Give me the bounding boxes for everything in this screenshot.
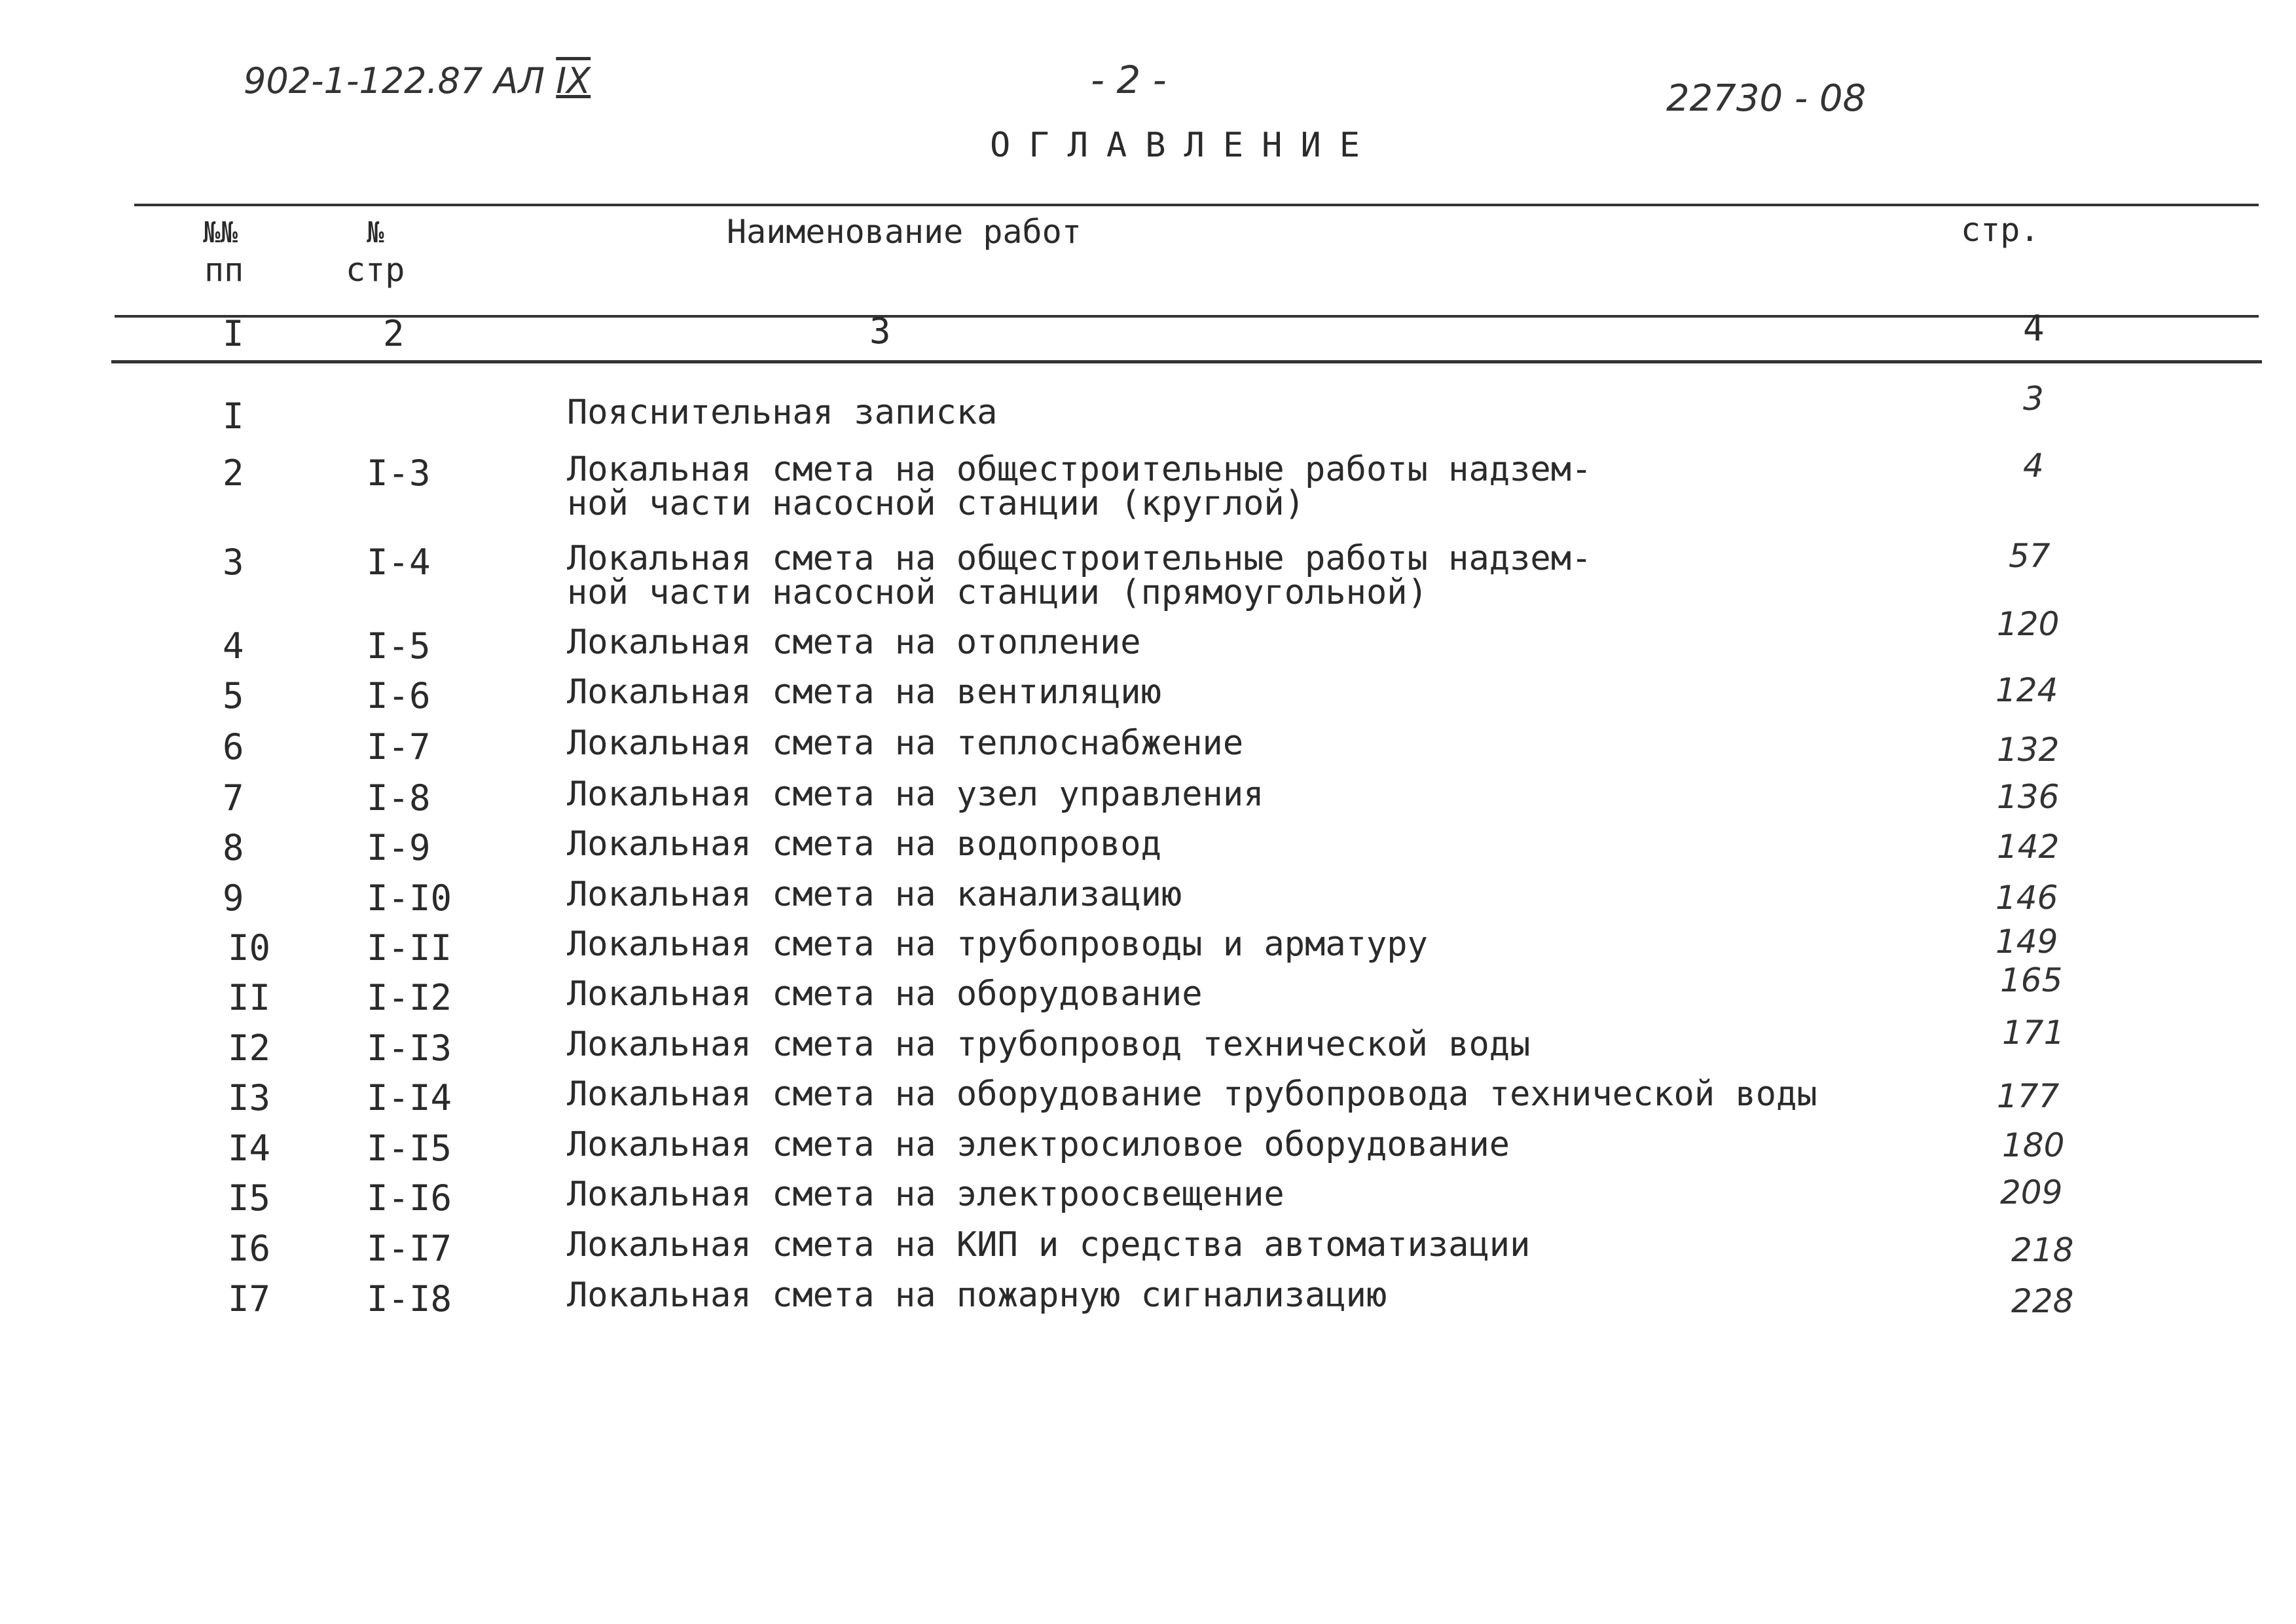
row-number: 9 (223, 877, 244, 919)
row-number: I4 (228, 1128, 271, 1169)
row-page-number: 171 (2002, 1014, 2065, 1052)
row-estimate-code: I-5 (367, 625, 431, 667)
row-estimate-code: I-7 (367, 726, 431, 767)
header-col1-line1: №№ (203, 216, 238, 249)
row-page-number: 228 (2011, 1282, 2074, 1320)
row-number: II (228, 977, 271, 1018)
header-col2-line1: № (367, 216, 384, 249)
row-title-line: ной части насосной станции (прямоугольной) (567, 573, 1428, 612)
row-estimate-code: I-I6 (367, 1177, 452, 1219)
row-estimate-code: I-I7 (367, 1228, 452, 1269)
row-estimate-code: I-I5 (367, 1128, 452, 1169)
row-title-line: Локальная смета на водопровод (567, 824, 1161, 864)
row-title-line: Локальная смета на общестроительные работы надзем- (567, 539, 1592, 578)
row-page-number: 180 (2002, 1126, 2065, 1164)
column-number-4: 4 (2023, 308, 2045, 349)
row-estimate-code: I-I3 (367, 1027, 452, 1069)
document-code-sheet: IX (556, 60, 591, 101)
row-page-number: 57 (2009, 537, 2050, 575)
column-number-1: I (223, 313, 244, 354)
row-estimate-code: I-I8 (367, 1278, 452, 1320)
row-number: 3 (223, 542, 244, 583)
page-number: - 2 - (1091, 58, 1167, 102)
row-title-line: Локальная смета на электросиловое оборудование (567, 1125, 1510, 1164)
row-estimate-code: I-II (367, 927, 452, 969)
row-title-line: Локальная смета на отопление (567, 623, 1141, 662)
row-title-line: Локальная смета на электроосвещение (567, 1175, 1285, 1214)
row-title-line: Локальная смета на пожарную сигнализацию (567, 1276, 1387, 1315)
row-page-number: 177 (1997, 1077, 2060, 1115)
row-page-number: 132 (1997, 731, 2060, 769)
row-number: 7 (223, 777, 244, 819)
page-title: ОГЛАВЛЕНИЕ (990, 126, 1379, 165)
row-number: I5 (228, 1177, 271, 1219)
table-rule-columns (111, 360, 2262, 363)
table-rule-top (134, 204, 2259, 206)
archive-number: 22730 - 08 (1666, 77, 1867, 120)
header-col3: Наименование работ (727, 213, 1082, 251)
row-number: I0 (228, 927, 271, 969)
row-estimate-code: I-9 (367, 827, 431, 868)
row-page-number: 4 (2023, 447, 2044, 485)
row-title-line: Локальная смета на трубопровод технической воды (567, 1025, 1531, 1064)
row-title-line: Локальная смета на узел управления (567, 775, 1264, 814)
row-title-line: Локальная смета на канализацию (567, 875, 1182, 914)
row-number: 2 (223, 452, 244, 494)
row-number: I3 (228, 1077, 271, 1118)
row-number: 8 (223, 827, 244, 868)
row-page-number: 142 (1997, 828, 2060, 866)
row-title-line: Локальная смета на теплоснабжение (567, 724, 1244, 763)
row-page-number: 149 (1995, 923, 2058, 961)
row-number: I2 (228, 1027, 271, 1069)
table-rule-header (115, 315, 2259, 318)
header-col2-line2: стр (346, 251, 405, 289)
row-title-line: Локальная смета на трубопроводы и арматуру (567, 925, 1428, 964)
row-page-number: 146 (1995, 879, 2058, 917)
row-page-number: 218 (2011, 1231, 2074, 1269)
row-estimate-code: I-I2 (367, 977, 452, 1018)
row-estimate-code: I-I4 (367, 1077, 452, 1118)
row-title-line: Локальная смета на КИП и средства автоматизации (567, 1225, 1531, 1264)
row-page-number: 209 (2000, 1173, 2063, 1211)
row-estimate-code: I-I0 (367, 877, 452, 919)
row-page-number: 136 (1997, 778, 2060, 816)
row-page-number: 120 (1997, 605, 2060, 643)
row-number: 5 (223, 675, 244, 716)
document-code-main: 902-1-122.87 АЛ (244, 60, 556, 101)
row-estimate-code: I-6 (367, 675, 431, 716)
row-title-line: Локальная смета на оборудование (567, 974, 1203, 1014)
row-title-line: Локальная смета на оборудование трубопровода технической воды (567, 1075, 1817, 1114)
column-number-3: 3 (869, 310, 891, 352)
header-col4: стр. (1961, 211, 2040, 249)
row-title-line: Локальная смета на вентиляцию (567, 673, 1161, 712)
row-title-line: Пояснительная записка (567, 393, 998, 432)
row-number: 4 (223, 625, 244, 667)
row-number: I (223, 396, 244, 437)
header-col1-line2: пп (204, 251, 244, 289)
row-number: I6 (228, 1228, 271, 1269)
row-number: I7 (228, 1278, 271, 1320)
row-estimate-code: I-3 (367, 452, 431, 494)
row-page-number: 165 (2000, 961, 2063, 999)
row-title-line: Локальная смета на общестроительные работы надзем- (567, 450, 1592, 489)
row-page-number: 3 (2023, 380, 2044, 418)
row-number: 6 (223, 726, 244, 767)
row-estimate-code: I-4 (367, 542, 431, 583)
row-estimate-code: I-8 (367, 777, 431, 819)
column-number-2: 2 (383, 313, 405, 354)
row-title-line: ной части насосной станции (круглой) (567, 484, 1305, 523)
document-code (244, 60, 591, 101)
row-page-number: 124 (1995, 671, 2058, 709)
